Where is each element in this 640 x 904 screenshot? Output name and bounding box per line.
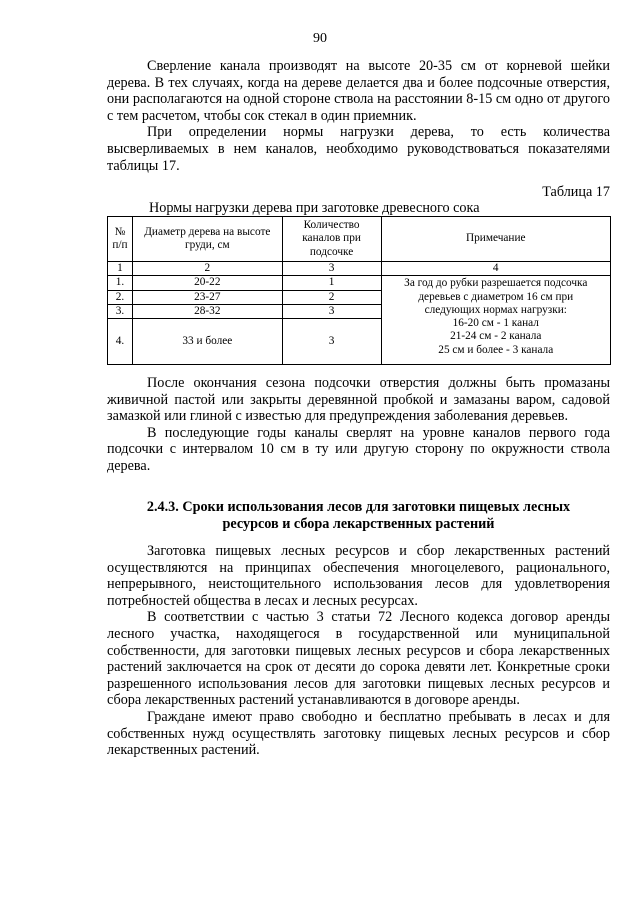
header-cell: Диаметр дерева на высоте груди, см: [132, 217, 282, 262]
paragraph: После окончания сезона подсочки отверстия должны быть промазаны живичной пастой или закрыты деревянной пробкой и замазаны варом, садовой замазкой или глиной с известью для предупреждения заболевания деревьев.: [107, 375, 610, 425]
note-line: следующих нормах нагрузки:: [424, 303, 567, 316]
section-heading-line: 2.4.3. Сроки использования лесов для заготовки пищевых лесных: [146, 499, 571, 515]
text-block-top: [107, 58, 610, 174]
row-number: 2.: [108, 290, 133, 304]
text-block-bottom: [107, 543, 610, 759]
paragraph: Заготовка пищевых лесных ресурсов и сбор лекарственных растений осуществляются на принципах обеспечения многоцелевого, рационального, непрерывного, неистощительного использования лесов для удовлетворения потребностей общества в лесах и лесных ресурсах.: [107, 543, 610, 609]
paragraph: При определении нормы нагрузки дерева, то есть количества высверливаемых в нем каналов, необходимо руководствоваться показателями таблицы 17.: [107, 124, 610, 174]
channels-cell: 1: [282, 276, 381, 290]
table-row: [108, 276, 611, 290]
text-block-middle: [107, 375, 610, 475]
paragraph: Граждане имеют право свободно и бесплатно пребывать в лесах и для собственных нужд осуществлять заготовку пищевых лесных ресурсов и сбор лекарственных растений.: [107, 708, 610, 759]
note-line: За год до рубки разрешается подсочка: [404, 277, 588, 290]
table-title: Нормы нагрузки дерева при заготовке древесного сока: [149, 200, 480, 216]
note-line: 25 см и более - 3 канала: [438, 343, 554, 356]
numbering-cell: 3: [282, 262, 381, 276]
header-cell: Количество каналов при подсочке: [282, 217, 381, 262]
channels-cell: 3: [282, 319, 381, 365]
channels-cell: 3: [282, 304, 381, 318]
table-header-row: [108, 217, 611, 262]
diameter-cell: 20-22: [132, 276, 282, 290]
numbering-cell: 2: [132, 262, 282, 276]
row-number: 1.: [108, 276, 133, 290]
diameter-cell: 28-32: [132, 304, 282, 318]
row-number: 3.: [108, 304, 133, 318]
section-heading-line: ресурсов и сбора лекарственных растений: [222, 515, 495, 532]
diameter-cell: 23-27: [132, 290, 282, 304]
section-heading: [107, 499, 610, 532]
header-cell: № п/п: [108, 217, 133, 262]
table-numbering-row: [108, 262, 611, 276]
table-caption: Таблица 17: [542, 184, 610, 200]
paragraph: В последующие годы каналы сверлят на уровне каналов первого года подсочки с интервалом 10 см в ту или другую сторону по окружности ствола дерева.: [107, 424, 610, 474]
note-line: 21-24 см - 2 канала: [450, 330, 542, 343]
paragraph: Сверление канала производят на высоте 20-35 см от корневой шейки дерева. В тех случаях, когда на дереве делается два и более подсочные отверстия, они располагаются на одной стороне ствола на расстоянии 8-15 см одно от другого с тем расчетом, чтобы сок стекал в один приемник.: [107, 58, 610, 124]
page-number: 90: [313, 31, 327, 46]
note-cell: [381, 276, 610, 365]
numbering-cell: 4: [381, 262, 610, 276]
channels-cell: 2: [282, 290, 381, 304]
norms-table: [107, 216, 611, 365]
header-cell: Примечание: [381, 217, 610, 262]
row-number: 4.: [108, 319, 133, 365]
note-line: деревьев с диаметром 16 см при: [418, 290, 574, 303]
diameter-cell: 33 и более: [132, 319, 282, 365]
numbering-cell: 1: [108, 262, 133, 276]
paragraph: В соответствии с частью 3 статьи 72 Лесного кодекса договор аренды лесного участка, находящегося в государственной или муниципальной собственности, для заготовки пищевых лесных ресурсов и сбора лекарственных растений заключается на срок от десяти до сорока девяти лет. Конкретные сроки разрешенного использования лесов для заготовки пищевых лесных ресурсов и сбора лекарственных растений устанавливаются в договоре аренды.: [107, 609, 610, 709]
note-line: 16-20 см - 1 канал: [452, 317, 539, 330]
